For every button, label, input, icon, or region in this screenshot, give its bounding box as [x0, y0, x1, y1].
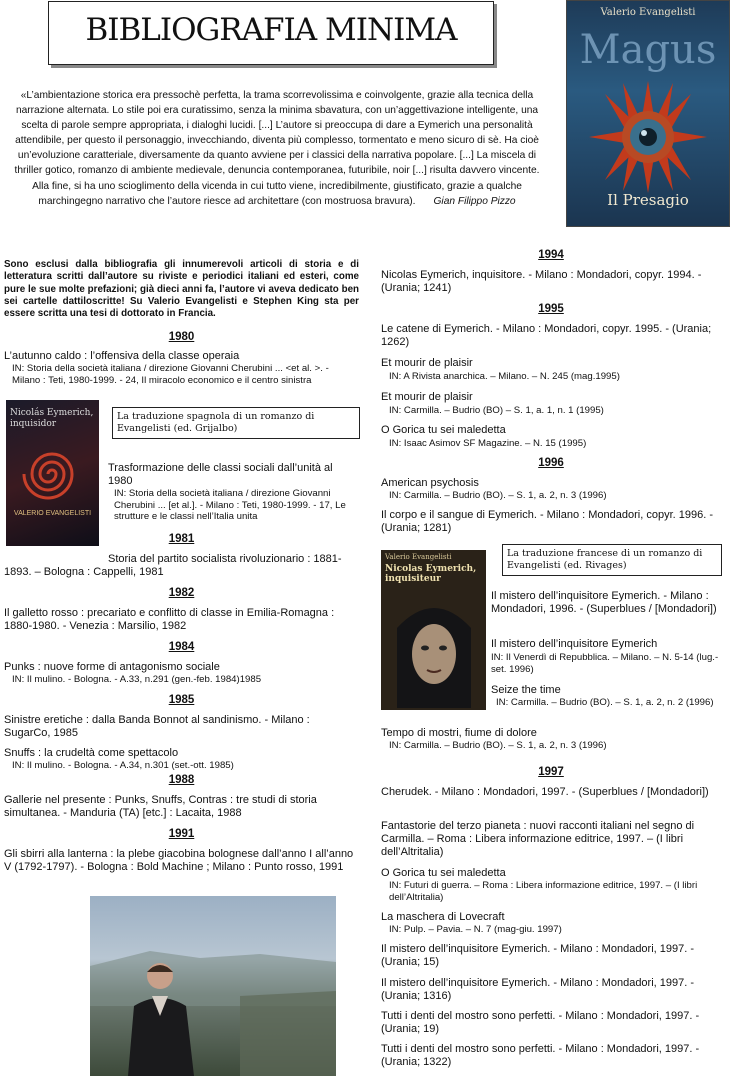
- entry-1980-trasformazione: Trasformazione delle classi sociali dall’unità al 1980: [108, 462, 333, 487]
- entry-1995-mourir-b-in: IN: Carmilla. – Budrio (BO) – S. 1, a. 1, n. 1 (1995): [389, 405, 604, 416]
- entry-1996-seize-in: IN: Carmilla. – Budrio (BO). – S. 1, a. 2, n. 2 (1996): [496, 697, 714, 708]
- magus-cover-title: Magus: [579, 27, 717, 73]
- quote-author: Gian Filippo Pizzo: [433, 195, 516, 207]
- spanish-book-cover: [6, 400, 99, 546]
- magus-cover-subtitle: Il Presagio: [607, 191, 689, 209]
- french-book-cover: [381, 550, 486, 710]
- entry-1995-mourir-a: Et mourir de plaisir: [381, 357, 473, 369]
- sun-emblem-icon: [583, 77, 713, 197]
- entry-1997-gorica-in: IN: Futuri di guerra. – Roma : Libera informazione editrice, 1997. – (I libri dell’Altritalia): [389, 880, 698, 903]
- year-heading-1981: 1981: [168, 533, 195, 545]
- entry-1982: Il galletto rosso : precariato e conflitto di classe in Emilia-Romagna : 1880-1980. - Venezia : Marsilio, 1982: [4, 607, 335, 632]
- entry-1996-mistero-superblues: Il mistero dell’inquisitore Eymerich. - Milano : Mondadori, 1996. - (Superblues / [Mondadori]): [491, 590, 717, 615]
- year-heading-1995: 1995: [538, 303, 564, 315]
- entry-1995-gorica: O Gorica tu sei maledetta: [381, 424, 506, 436]
- quote-text: «L’ambientazione storica era pressochè perfetta, la trama scorrevolissima e coinvolgente, grazie alla tecnica della narrazione alternata. Lo stile poi era curatissimo, senza la minima sbavatura, con un’aggettivazione intelligente, una scelta di parole sempre appropriata, i dialoghi lucidi. [...] L’autore si preoccupa di dare a Eymerich una personalità attendibile, per questo il personaggio, invecchiando, diventa più complesso, tormentato e meno sicuro di sè. Ha cioè un’evoluzione caratteriale, diversamente da quanto avviene per i classici della narrativa popolare. [...] La miscela di thriller gotico, romanzo di ambiente medievale, denuncia contemporanea, futuribile, noir [...] risulta davvero vincente. Alla fine, si ha uno scioglimento della vicenda in cui tutto viene, incredibilmente, giustificato, grazie a qualche marchingegno narrativo che l’autore riesce ad architettare (con mostruosa bravura).: [14, 90, 540, 207]
- year-heading-1997: 1997: [538, 766, 564, 778]
- caption-french: La traduzione francese di un romanzo di Evangelisti (ed. Rivages): [502, 544, 722, 576]
- entry-1997-denti-19: Tutti i denti del mostro sono perfetti. - Milano : Mondadori, 1997. - (Urania; 19): [381, 1010, 700, 1035]
- spanish-cover-author: VALERIO EVANGELISTI: [13, 510, 92, 517]
- entry-1996-corpo: Il corpo e il sangue di Eymerich. - Milano : Mondadori, copyr. 1996. - (Urania; 1281): [381, 509, 713, 534]
- portrait-art-icon: [389, 588, 479, 708]
- entry-1984: Punks : nuove forme di antagonismo sociale: [4, 661, 220, 673]
- magus-cover-author: Valerio Evangelisti: [600, 7, 696, 18]
- entry-1997-maschera-in: IN: Pulp. – Pavia. – N. 7 (mag-giu. 1997): [389, 924, 562, 935]
- spiral-art-icon: [16, 434, 89, 514]
- year-heading-1996: 1996: [538, 457, 564, 469]
- year-heading-1985: 1985: [168, 694, 195, 706]
- entry-1996-mistero-venerdi: Il mistero dell’inquisitore Eymerich: [491, 638, 658, 650]
- entry-1980-autunno-in: IN: Storia della società italiana / direzione Giovanni Cherubini ... <et al. >. - Milano : Teti, 1980-1999. - 24, Il miracolo economico e il centro sinistra: [12, 363, 329, 386]
- entry-1996-tempo-in: IN: Carmilla. – Budrio (BO). – S. 1, a. 2, n. 3 (1996): [389, 740, 607, 751]
- entry-1980-trasformazione-in: IN: Storia della società italiana / direzione Giovanni Cherubini ... [et al.]. - Milano : Teti, 1980-1999. - 17, Le strutture e le classi nell’Italia unita: [114, 488, 346, 522]
- caption-spanish: La traduzione spagnola di un romanzo di Evangelisti (ed. Grijalbo): [112, 407, 360, 439]
- entry-1997-mistero-1316: Il mistero dell’inquisitore Eymerich. - Milano : Mondadori, 1997. - (Urania; 1316): [381, 977, 695, 1002]
- entry-1997-mistero-15: Il mistero dell’inquisitore Eymerich. - Milano : Mondadori, 1997. - (Urania; 15): [381, 943, 695, 968]
- entry-1997-gorica: O Gorica tu sei maledetta: [381, 867, 506, 879]
- entry-1991: Gli sbirri alla lanterna : la plebe giacobina bolognese dall’anno I all’anno V (1792-1797). - Bologna : Bold Machine ; Milano : Punto rosso, 1991: [4, 848, 354, 873]
- year-heading-1994: 1994: [538, 249, 564, 261]
- entry-1985-snuffs: Snuffs : la crudeltà come spettacolo: [4, 747, 179, 759]
- page-title: BIBLIOGRAFIA MINIMA: [85, 12, 457, 48]
- spanish-cover-title: Nicolás Eymerich, inquisidor: [10, 408, 94, 429]
- entry-1988: Gallerie nel presente : Punks, Snuffs, Contras : tre studi di storia simultanea. - Manduria (TA) [etc.] : Lacaita, 1988: [4, 794, 317, 819]
- entry-1997-denti-1322: Tutti i denti del mostro sono perfetti. - Milano : Mondadori, 1997. - (Urania; 1322): [381, 1043, 700, 1068]
- year-heading-1988: 1988: [168, 774, 195, 786]
- french-cover-title: Nicolas Eymerich, inquisiteur: [385, 564, 477, 584]
- author-portrait-icon: [90, 896, 336, 1076]
- year-heading-1984: 1984: [168, 641, 195, 653]
- entry-1984-in: IN: Il mulino. - Bologna. - A.33, n.291 (gen.-feb. 1984)1985: [12, 674, 262, 685]
- author-photo: [90, 896, 336, 1076]
- entry-1994: Nicolas Eymerich, inquisitore. - Milano : Mondadori, copyr. 1994. - (Urania; 1241): [381, 269, 702, 294]
- review-quote: [6, 88, 548, 209]
- entry-1981: Storia del partito socialista rivoluzionario : 1881-1893. – Bologna : Cappelli, 1981: [4, 553, 342, 578]
- entry-1997-fantastorie: Fantastorie del terzo pianeta : nuovi racconti italiani nel segno di Carmilla. – Roma : Libera informazione editrice, 1997. – (I libri dell’Altritalia): [381, 820, 695, 858]
- entry-1996-seize: Seize the time: [491, 684, 561, 696]
- entry-1997-cherudek: Cherudek. - Milano : Mondadori, 1997. - (Superblues / [Mondadori]): [381, 786, 709, 798]
- entry-1997-maschera: La maschera di Lovecraft: [381, 911, 505, 923]
- year-heading-1982: 1982: [168, 587, 195, 599]
- entry-1980-autunno: L’autunno caldo : l’offensiva della classe operaia: [4, 350, 240, 362]
- french-cover-author: Valerio Evangelisti: [385, 553, 452, 561]
- intro-paragraph: Sono esclusi dalla bibliografia gli innumerevoli articoli di storia e di letteratura scritti dall’autore su riviste e periodici italiani ed esteri, come pure le sue molte prefazioni; già dieci anni fa, l’autore vi aveva dedicato ben sei cartelle dattiloscritte! Su Valerio Evangelisti e Stephen King sta per essere scritta una tesi di dottorato in Francia.: [4, 259, 359, 320]
- entry-1985-snuffs-in: IN: Il mulino. - Bologna. - A.34, n.301 (set.-ott. 1985): [12, 760, 234, 771]
- entry-1996-mistero-venerdi-in: IN: Il Venerdì di Repubblica. – Milano. – N. 5-14 (lug.-set. 1996): [491, 652, 719, 675]
- entry-1996-psychosis-in: IN: Carmilla. – Budrio (BO). – S. 1, a. 2, n. 3 (1996): [389, 490, 607, 501]
- year-heading-1980: 1980: [168, 331, 195, 343]
- entry-1995-mourir-b: Et mourir de plaisir: [381, 391, 473, 403]
- entry-1995-mourir-a-in: IN: A Rivista anarchica. – Milano. – N. 245 (mag.1995): [389, 371, 620, 382]
- entry-1995-catene: Le catene di Eymerich. - Milano : Mondadori, copyr. 1995. - (Urania; 1262): [381, 323, 712, 348]
- year-heading-1991: 1991: [168, 828, 195, 840]
- magus-book-cover: [566, 0, 730, 227]
- entry-1996-tempo: Tempo di mostri, fiume di dolore: [381, 727, 537, 739]
- title-box: [48, 1, 494, 65]
- entry-1995-gorica-in: IN: Isaac Asimov SF Magazine. – N. 15 (1995): [389, 438, 587, 449]
- entry-1985-sinistre: Sinistre eretiche : dalla Banda Bonnot al sandinismo. - Milano : SugarCo, 1985: [4, 714, 310, 739]
- entry-1996-psychosis: American psychosis: [381, 477, 479, 489]
